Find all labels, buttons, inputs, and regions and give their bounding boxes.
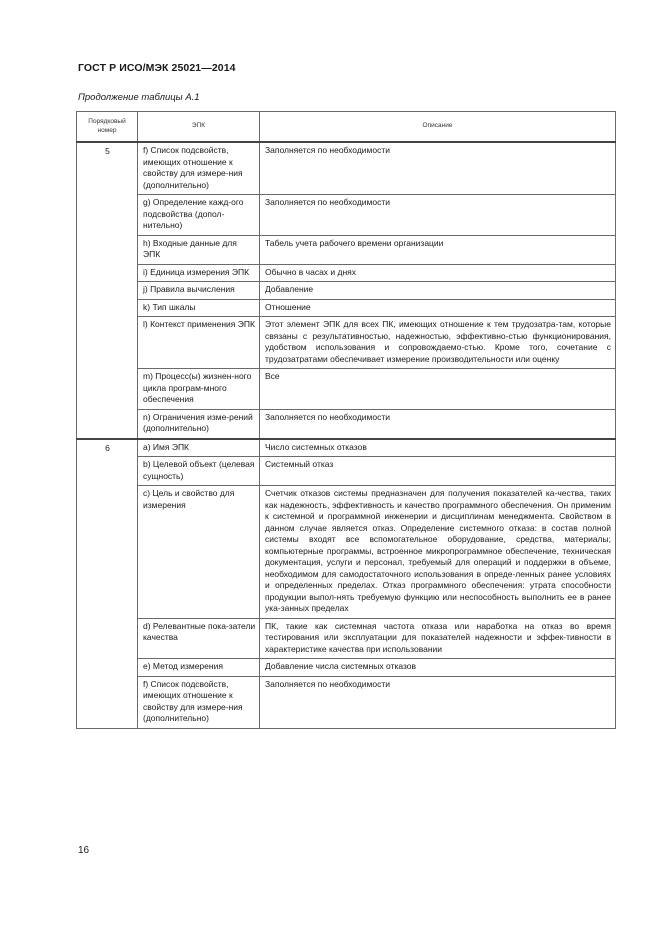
table-row <box>77 235 616 264</box>
description-cell: Добавление числа системных отказов <box>260 659 616 677</box>
epk-cell: e) Метод измерения <box>138 659 260 677</box>
description-cell: ПК, такие как системная частота отказа или наработка на отказ во время тестирования или эксплуатации для показателей надежности и эффек-тивности в характеристике качества при использовании <box>260 618 616 659</box>
epk-cell: l) Контекст применения ЭПК <box>138 317 260 369</box>
table-row <box>77 142 616 195</box>
epk-table <box>76 111 616 729</box>
description-cell: Обычно в часах и днях <box>260 264 616 282</box>
description-cell: Системный отказ <box>260 457 616 486</box>
table-row <box>77 299 616 317</box>
epk-cell: i) Единица измерения ЭПК <box>138 264 260 282</box>
table-row <box>77 457 616 486</box>
epk-cell: a) Имя ЭПК <box>138 439 260 457</box>
epk-cell: d) Релевантные пока-затели качества <box>138 618 260 659</box>
row-number: 6 <box>77 439 138 729</box>
description-cell: Заполняется по необходимости <box>260 142 616 195</box>
table-row <box>77 439 616 457</box>
description-cell: Заполняется по необходимости <box>260 195 616 236</box>
epk-cell: g) Определение кажд-ого подсвойства (допол-нительно) <box>138 195 260 236</box>
description-cell: Счетчик отказов системы предназначен для получения показателей ка-чества, таких как надежность, эффективность и качество программного обеспечения. Он применим к системной и программной инженерии и дисциплинам менеджмента. Свойством в данном случае является отказ. Определение системного отказа: в состав полной системы входят все вспомогательное оборудование, средства, материалы; компьютерные программы, встроенное микропрограммное обеспечение, техническая документация, услуги и персонал, требуемый для операций и поддержки в объеме, необходимом для самодостаточного использования в опреде-ленных ранее условиях и определенных пределах. Отказ программного обеспечения: утрата способности продукции выпол-нять требуемую функцию или неспособность выполнить ее в ранее ука-занных пределах <box>260 486 616 619</box>
epk-cell: m) Процесс(ы) жизнен-ного цикла програм-много обеспечения <box>138 369 260 410</box>
description-cell: Отношение <box>260 299 616 317</box>
table-header-row <box>77 112 616 143</box>
page-number: 16 <box>78 845 90 856</box>
epk-cell: j) Правила вычисления <box>138 282 260 300</box>
epk-cell: c) Цель и свойство для измерения <box>138 486 260 619</box>
table-caption: Продолжение таблицы А.1 <box>78 92 200 103</box>
column-header-number: Порядковый номер <box>77 112 138 143</box>
table-row <box>77 486 616 619</box>
description-cell: Число системных отказов <box>260 439 616 457</box>
table-row <box>77 282 616 300</box>
description-cell: Заполняется по необходимости <box>260 676 616 728</box>
table-row <box>77 264 616 282</box>
table-row <box>77 317 616 369</box>
table-row <box>77 659 616 677</box>
description-cell: Этот элемент ЭПК для всех ПК, имеющих отношение к тем трудозатра-там, которые связаны с результативностью, надежностью, эффективно-стью функционирования, удобством использования и сопровождаемо-стью. Кроме того, сочетание с трудозатратами обеспечивает измерение производительности или оценку <box>260 317 616 369</box>
row-number: 5 <box>77 142 138 439</box>
document-header: ГОСТ Р ИСО/МЭК 25021—2014 <box>78 62 236 74</box>
table-row <box>77 676 616 728</box>
description-cell: Заполняется по необходимости <box>260 409 616 439</box>
epk-cell: n) Ограничения изме-рений (дополнительно) <box>138 409 260 439</box>
table-row <box>77 409 616 439</box>
description-cell: Добавление <box>260 282 616 300</box>
table-row <box>77 618 616 659</box>
description-cell: Все <box>260 369 616 410</box>
table-row <box>77 369 616 410</box>
description-cell: Табель учета рабочего времени организации <box>260 235 616 264</box>
epk-cell: f) Список подсвойств, имеющих отношение к свойству для измере-ния (дополнительно) <box>138 142 260 195</box>
epk-cell: h) Входные данные для ЭПК <box>138 235 260 264</box>
column-header-epk: ЭПК <box>138 112 260 143</box>
epk-cell: b) Целевой объект (целевая сущность) <box>138 457 260 486</box>
epk-cell: f) Список подсвойств, имеющих отношение к свойству для измере-ния (дополнительно) <box>138 676 260 728</box>
column-header-description: Описание <box>260 112 616 143</box>
epk-cell: k) Тип шкалы <box>138 299 260 317</box>
table-row <box>77 195 616 236</box>
